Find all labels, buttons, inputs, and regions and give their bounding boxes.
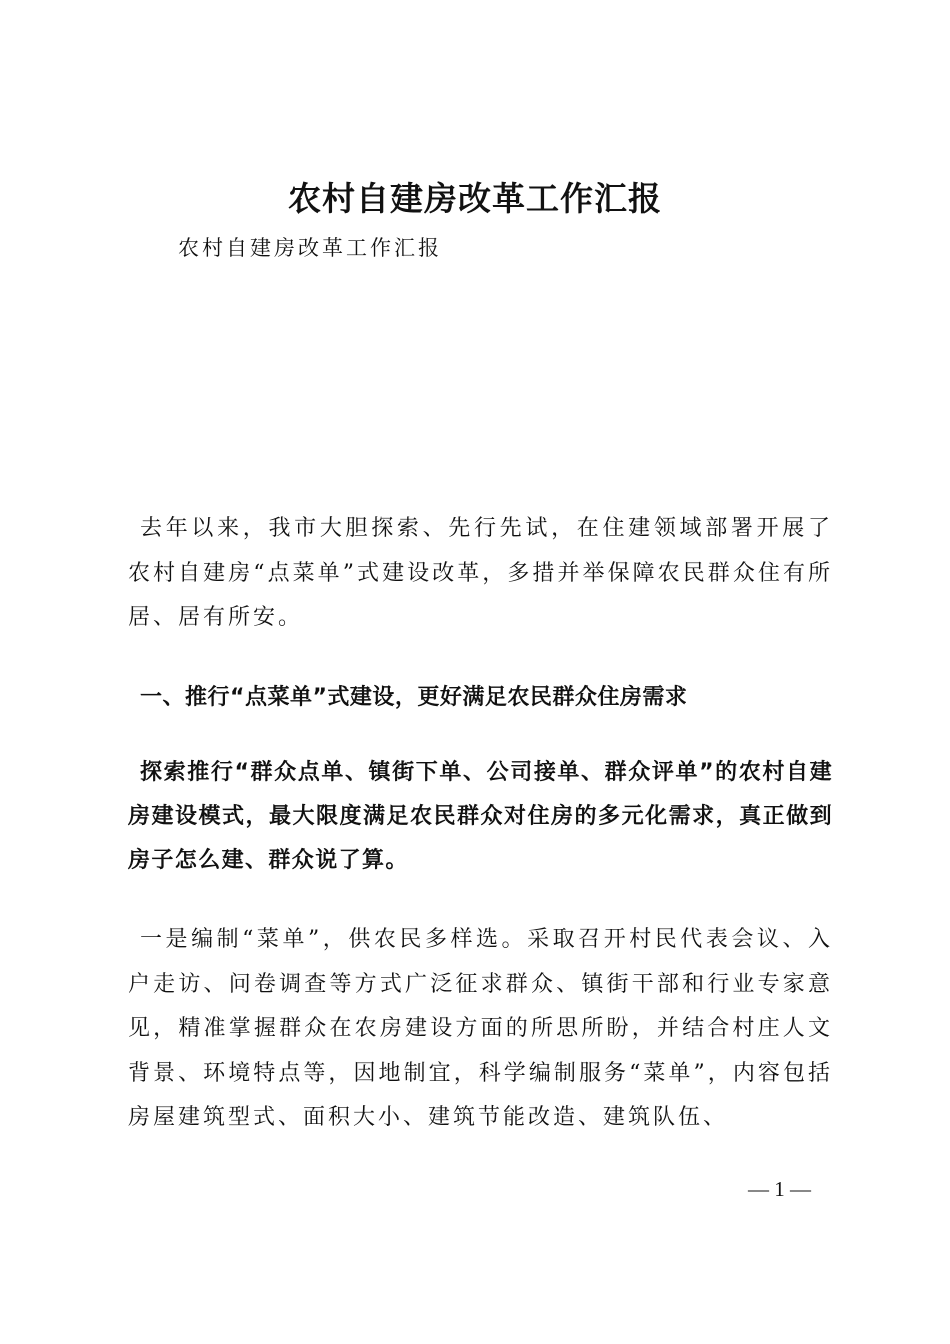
page-number: — 1 —	[748, 1177, 811, 1201]
document-subtitle: 农村自建房改革工作汇报	[178, 236, 442, 260]
section-1-summary-paragraph: 探索推行“群众点单、镇街下单、公司接单、群众评单”的农村自建房建设模式，最大限度满足农民群众对住房的多元化需求，真正做到房子怎么建、群众说了算。	[128, 760, 833, 873]
document-title: 农村自建房改革工作汇报	[288, 179, 662, 218]
intro-paragraph: 去年以来，我市大胆探索、先行先试，在住建领域部署开展了农村自建房“点菜单”式建设改革，多措并举保障农民群众住有所居、居有所安。	[128, 516, 833, 630]
section-1-point-1-paragraph: 一是编制“菜单”，供农民多样选。采取召开村民代表会议、入户走访、问卷调查等方式广泛征求群众、镇街干部和行业专家意见，精准掌握群众在农房建设方面的所思所盼，并结合村庄人文背景、环境特点等，因地制宜，科学编制服务“菜单”，内容包括房屋建筑型式、面积大小、建筑节能改造、建筑队伍、	[128, 927, 833, 1130]
section-1-heading: 一、推行“点菜单”式建设，更好满足农民群众住房需求	[140, 685, 688, 710]
